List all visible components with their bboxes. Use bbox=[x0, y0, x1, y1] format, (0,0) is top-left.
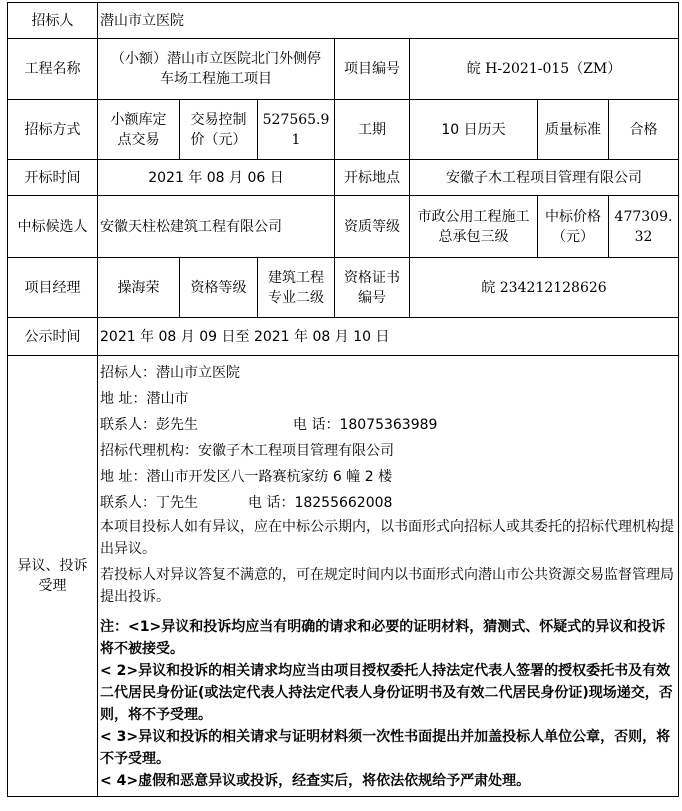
publicity-label: 公示时间 bbox=[8, 318, 98, 356]
control-price-label: 交易控制价（元） bbox=[180, 100, 258, 160]
objection-note-3: < 3>异议和投诉的相关请求与证明材料须一次性书面提出并加盖投标人单位公章，否则，将不予受理。 bbox=[100, 729, 671, 767]
row-publicity bbox=[8, 318, 679, 356]
opening-place-value: 安徽子木工程项目管理有限公司 bbox=[410, 160, 679, 196]
row-candidate bbox=[8, 196, 679, 258]
objection-note-2: < 2>异议和投诉的相关请求均应当由项目授权委托人持法定代表人签署的授权委托书及有效二代居民身份证(或法定代表人持法定代表人身份证明书及有效二代居民身份证)现场递交，否则，将不予受理。 bbox=[100, 663, 673, 723]
objection-label: 异议、投诉受理 bbox=[8, 356, 98, 797]
manager-label: 项目经理 bbox=[8, 258, 98, 318]
qualification-value: 市政公用工程施工总承包三级 bbox=[410, 196, 538, 258]
agency-address: 地 址：潜山市开发区八一路赛杭家纺 6 幢 2 楼 bbox=[100, 469, 393, 485]
method-label: 招标方式 bbox=[8, 100, 98, 160]
manager-name: 操海荣 bbox=[98, 258, 180, 318]
agency-phone: 电 话：18255662008 bbox=[248, 495, 393, 511]
project-code-label: 项目编号 bbox=[335, 39, 410, 100]
period-label: 工期 bbox=[335, 100, 410, 160]
project-name: （小额）潜山市立医院北门外侧停车场工程施工项目 bbox=[98, 39, 335, 100]
row-opening bbox=[8, 160, 679, 196]
objection-phone: 电 话：18075363989 bbox=[293, 417, 438, 433]
objection-note-1: 注：<1>异议和投诉均应当有明确的请求和必要的证明材料，猜测式、怀疑式的异议和投诉将不被接受。 bbox=[100, 619, 666, 657]
tenderer-value: 潜山市立医院 bbox=[98, 3, 679, 39]
manager-grade-value: 建筑工程专业二级 bbox=[258, 258, 335, 318]
certificate-value: 皖 234212128626 bbox=[410, 258, 679, 318]
row-objection bbox=[8, 356, 679, 797]
agency-contact: 联系人：丁先生 bbox=[100, 495, 198, 511]
agency-name: 招标代理机构：安徽子木工程项目管理有限公司 bbox=[100, 443, 394, 459]
control-price-value: 527565.91 bbox=[258, 100, 335, 160]
award-price-label: 中标价格（元） bbox=[538, 196, 609, 258]
method-value: 小额库定点交易 bbox=[98, 100, 180, 160]
opening-time-value: 2021 年 08 月 06 日 bbox=[98, 160, 335, 196]
tenderer-label: 招标人 bbox=[8, 3, 98, 39]
candidate-value: 安徽天柱松建筑工程有限公司 bbox=[98, 196, 335, 258]
objection-note-4: < 4>虚假和恶意异议或投诉，经查实后，将依法依规给予严肃处理。 bbox=[100, 773, 531, 789]
candidate-label: 中标候选人 bbox=[8, 196, 98, 258]
period-value: 10 日历天 bbox=[410, 100, 538, 160]
row-tenderer bbox=[8, 3, 679, 39]
project-label: 工程名称 bbox=[8, 39, 98, 100]
row-method bbox=[8, 100, 679, 160]
objection-address: 地 址：潜山市 bbox=[100, 391, 189, 407]
objection-paragraph-2: 若投标人对异议答复不满意的，可在规定时间内以书面形式向潜山市公共资源交易监督管理局提出投诉。 bbox=[100, 567, 674, 605]
row-project bbox=[8, 39, 679, 100]
opening-time-label: 开标时间 bbox=[8, 160, 98, 196]
qualification-label: 资质等级 bbox=[335, 196, 410, 258]
quality-label: 质量标准 bbox=[538, 100, 609, 160]
publicity-value: 2021 年 08 月 09 日至 2021 年 08 月 10 日 bbox=[98, 318, 679, 356]
objection-contact: 联系人：彭先生 bbox=[100, 417, 198, 433]
award-price-value: 477309.32 bbox=[609, 196, 679, 258]
quality-value: 合格 bbox=[609, 100, 679, 160]
objection-details bbox=[98, 356, 679, 797]
certificate-label: 资格证书编号 bbox=[335, 258, 410, 318]
objection-contact-line bbox=[100, 412, 676, 438]
manager-grade-label: 资格等级 bbox=[180, 258, 258, 318]
objection-tenderer: 招标人：潜山市立医院 bbox=[100, 365, 240, 381]
agency-contact-line bbox=[100, 490, 676, 516]
notice-table bbox=[7, 2, 679, 797]
objection-paragraph-1: 本项目投标人如有异议，应在中标公示期内，以书面形式向招标人或其委托的招标代理机构提出异议。 bbox=[100, 519, 674, 557]
project-code-value: 皖 H-2021-015（ZM） bbox=[410, 39, 679, 100]
row-manager bbox=[8, 258, 679, 318]
opening-place-label: 开标地点 bbox=[335, 160, 410, 196]
